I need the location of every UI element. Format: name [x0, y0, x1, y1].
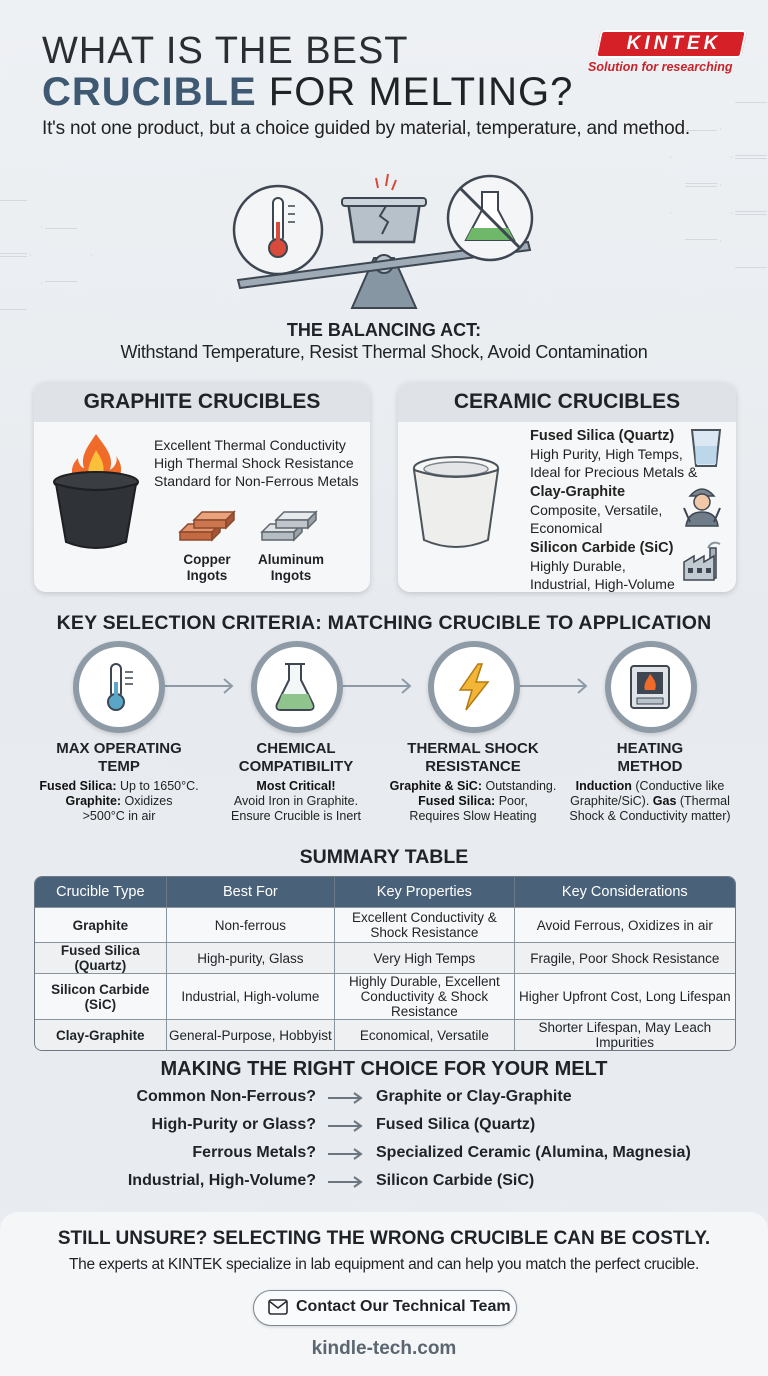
criterion-4-t2: Graphite/SiC).	[570, 794, 653, 808]
ceramic-type-1-name: Fused Silica (Quartz)	[530, 428, 675, 444]
criterion-3-t1: Outstanding.	[482, 779, 557, 793]
brand-name: KINTEK	[626, 33, 722, 54]
website-link[interactable]: kindle-tech.com	[311, 1338, 457, 1359]
choice-question-1: Common Non-Ferrous?	[136, 1088, 316, 1105]
criterion-3-title	[388, 740, 558, 776]
criterion-4-body	[562, 779, 738, 824]
no-contamination-icon	[448, 176, 532, 260]
brand-tagline: Solution for researching	[588, 60, 733, 74]
ceramic-type-3-line1: Highly Durable,	[530, 558, 626, 574]
arrow-right-icon	[328, 1148, 364, 1160]
table-header-cell: Crucible Type	[35, 877, 167, 907]
graphite-panel-title: GRAPHITE CRUCIBLES	[34, 382, 370, 422]
criterion-4-t3: Shock & Conductivity matter)	[569, 809, 731, 823]
table-cell: Fragile, Poor Shock Resistance	[515, 942, 735, 973]
page-title-line1: WHAT IS THE BEST	[42, 30, 409, 72]
criterion-4-title-line1: HEATING	[616, 740, 684, 757]
criterion-1-t2: Oxidizes	[121, 794, 173, 808]
criterion-4-title	[565, 740, 735, 776]
footer-warning: STILL UNSURE? SELECTING THE WRONG CRUCIBLE CAN BE COSTLY.	[57, 1228, 711, 1249]
criterion-2-t3: Ensure Crucible is Inert	[231, 809, 361, 823]
copper-label-line1: Copper	[183, 552, 231, 567]
table-cell: Graphite	[35, 907, 167, 942]
criterion-2-body	[208, 779, 384, 824]
summary-table-heading: SUMMARY TABLE	[299, 846, 469, 868]
criterion-1-b2: Graphite:	[65, 794, 122, 808]
aluminum-ingot-label	[254, 552, 328, 584]
table-header-cell: Best For	[167, 877, 335, 907]
furnace-icon	[625, 660, 675, 714]
table-cell: Fused Silica (Quartz)	[35, 942, 167, 973]
aluminum-ingot-icon	[258, 504, 322, 548]
table-header-cell: Key Considerations	[515, 877, 735, 907]
arrow-right-icon	[328, 1176, 364, 1188]
table-cell: Avoid Ferrous, Oxidizes in air	[515, 907, 735, 942]
criterion-1-t1: Up to 1650°C.	[116, 779, 199, 793]
criterion-3-title-line2: RESISTANCE	[425, 758, 521, 775]
table-cell: Shorter Lifespan, May Leach Impurities	[515, 1019, 735, 1050]
copper-ingot-label	[172, 552, 242, 584]
title-rest: FOR MELTING?	[268, 70, 574, 114]
graphite-feature-1: Excellent Thermal Conductivity	[154, 437, 346, 453]
choice-answer-1: Graphite or Clay-Graphite	[376, 1088, 572, 1105]
ceramic-type-2-line1: Composite, Versatile,	[530, 502, 663, 518]
ceramic-type-2-name: Clay-Graphite	[530, 484, 626, 500]
table-cell: Clay-Graphite	[35, 1019, 167, 1050]
table-row	[35, 973, 735, 1019]
hex-decoration	[670, 186, 732, 240]
table-cell: Industrial, High-volume	[167, 973, 335, 1019]
criterion-2-b1: Most Critical!	[256, 779, 336, 793]
ceramic-type-3-line2: Industrial, High-Volume	[530, 576, 675, 592]
worker-icon	[680, 482, 724, 528]
criterion-2-t2: Avoid Iron in Graphite.	[233, 794, 359, 808]
contact-button-label[interactable]: Contact Our Technical Team	[296, 1298, 511, 1315]
choice-heading: MAKING THE RIGHT CHOICE FOR YOUR MELT	[160, 1058, 608, 1080]
graphite-feature-2: High Thermal Shock Resistance	[154, 455, 354, 471]
criterion-4-t2b: (Thermal	[676, 794, 730, 808]
copper-label-line2: Ingots	[186, 568, 228, 583]
criterion-4-b1: Induction	[575, 779, 632, 793]
choice-answer-3: Specialized Ceramic (Alumina, Magnesia)	[376, 1144, 691, 1161]
ceramic-type-3	[530, 538, 675, 593]
graphite-crucible-fire-icon	[50, 430, 142, 558]
criterion-1-t3: >500°C in air	[82, 809, 156, 823]
choice-question-3: Ferrous Metals?	[192, 1144, 316, 1161]
footer-description: The experts at KINTEK specialize in lab equipment and can help you match the perfect crucible.	[68, 1256, 700, 1273]
thermometer-icon	[234, 186, 322, 274]
criterion-1-title	[34, 740, 204, 776]
cracked-pot-icon	[342, 174, 426, 242]
arrow-right-icon	[328, 1120, 364, 1132]
aluminum-label-line1: Aluminum	[258, 552, 324, 567]
criterion-3-b2: Fused Silica:	[418, 794, 496, 808]
table-cell: Silicon Carbide (SiC)	[35, 973, 167, 1019]
aluminum-label-line2: Ingots	[270, 568, 312, 583]
table-row	[35, 942, 735, 973]
table-cell: Very High Temps	[335, 942, 514, 973]
choice-answer-2: Fused Silica (Quartz)	[376, 1116, 536, 1133]
hex-decoration	[720, 158, 768, 212]
criterion-1-title-line1: MAX OPERATING	[56, 740, 182, 757]
balance-scale-illustration	[228, 170, 540, 314]
criterion-2-title	[211, 740, 381, 776]
table-header-cell: Key Properties	[335, 877, 514, 907]
arrow-right-icon	[164, 679, 586, 693]
choice-answer-4: Silicon Carbide (SiC)	[376, 1172, 535, 1189]
ceramic-type-1-line1: High Purity, High Temps,	[530, 446, 683, 462]
hex-decoration	[720, 214, 768, 268]
choice-question-4: Industrial, High-Volume?	[127, 1172, 316, 1189]
criterion-3-body	[385, 779, 561, 824]
criterion-1-b1: Fused Silica:	[39, 779, 117, 793]
criterion-1-title-line2: TEMP	[98, 758, 140, 775]
criterion-4-b3: Gas	[652, 794, 677, 808]
criterion-4-t1: (Conductive like	[631, 779, 725, 793]
ceramic-panel-title: CERAMIC CRUCIBLES	[398, 382, 736, 422]
ceramic-type-2	[530, 482, 662, 537]
thermometer-icon	[97, 660, 141, 714]
ceramic-type-1	[530, 426, 697, 481]
flask-icon	[271, 660, 319, 714]
table-row	[35, 1019, 735, 1050]
title-highlight: CRUCIBLE	[42, 70, 257, 114]
glass-icon	[688, 426, 724, 470]
ceramic-crucible-icon	[410, 454, 502, 554]
criteria-heading: KEY SELECTION CRITERIA: MATCHING CRUCIBLE TO APPLICATION	[56, 612, 712, 634]
hex-decoration	[30, 228, 92, 282]
table-row	[35, 907, 735, 942]
copper-ingot-icon	[176, 504, 240, 548]
table-cell: Higher Upfront Cost, Long Lifespan	[515, 973, 735, 1019]
table-cell: Economical, Versatile	[335, 1019, 514, 1050]
summary-table	[34, 876, 736, 1051]
ceramic-type-3-name: Silicon Carbide (SiC)	[530, 540, 674, 556]
criterion-3-b1: Graphite & SiC:	[389, 779, 482, 793]
page-title-line2	[42, 70, 573, 115]
table-cell: Excellent Conductivity & Shock Resistance	[335, 907, 514, 942]
criterion-3-title-line1: THERMAL SHOCK	[407, 740, 539, 757]
factory-icon	[682, 538, 726, 582]
graphite-feature-3: Standard for Non-Ferrous Metals	[154, 473, 359, 489]
table-cell: Highly Durable, Excellent Conductivity & Shock Resistance	[335, 973, 514, 1019]
balance-subheading: Withstand Temperature, Resist Thermal Shock, Avoid Contamination	[120, 342, 648, 362]
envelope-icon	[268, 1299, 288, 1315]
ceramic-type-1-line2: Ideal for Precious Metals &	[530, 464, 698, 480]
criterion-2-title-line1: CHEMICAL	[256, 740, 336, 757]
table-cell: High-purity, Glass	[167, 942, 335, 973]
table-cell: General-Purpose, Hobbyist	[167, 1019, 335, 1050]
criterion-1-body	[31, 779, 207, 824]
choice-question-2: High-Purity or Glass?	[151, 1116, 316, 1133]
lightning-icon	[450, 660, 498, 714]
criterion-4-title-line2: METHOD	[617, 758, 683, 775]
arrow-right-icon	[328, 1092, 364, 1104]
table-cell: Non-ferrous	[167, 907, 335, 942]
hex-decoration	[720, 102, 768, 156]
page-subtitle: It's not one product, but a choice guided by material, temperature, and method.	[42, 118, 690, 139]
criterion-2-title-line2: COMPATIBILITY	[238, 758, 354, 775]
balance-heading: THE BALANCING ACT:	[286, 320, 482, 340]
criterion-3-t2: Poor,	[495, 794, 528, 808]
criterion-3-t3: Requires Slow Heating	[409, 809, 537, 823]
ceramic-type-2-line2: Economical	[530, 520, 603, 536]
